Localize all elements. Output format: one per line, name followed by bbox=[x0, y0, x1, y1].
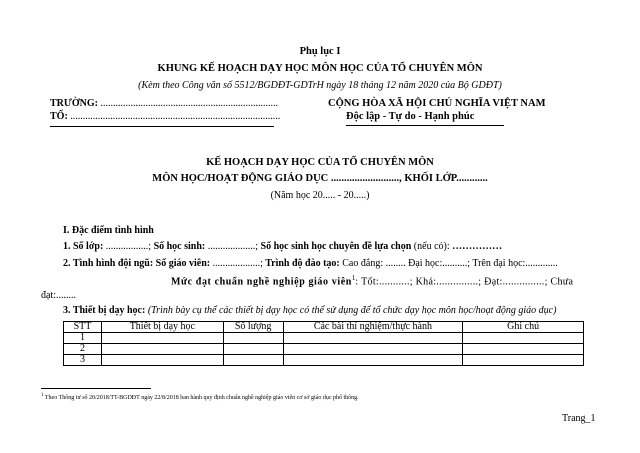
group-line bbox=[50, 111, 280, 122]
page-number: Trang_1 bbox=[562, 413, 596, 424]
standard-value: : Tốt:...........; Khá:...............; Đạt:...............; Chưa bbox=[355, 276, 574, 288]
staff-line bbox=[63, 258, 558, 269]
school-year: (Năm học 20..... - 20.....) bbox=[270, 190, 370, 201]
column-header-stt: STT bbox=[64, 322, 102, 333]
column-header-quantity: Số lượng bbox=[223, 322, 283, 333]
teachers-value: ...................; bbox=[210, 258, 263, 269]
footnote-text: Theo Thông tư số 20/2018/TT-BGDĐT ngày 22/8/2018 ban hành quy định chuẩn nghề nghiệp giáo viên cơ sở giáo dục phổ thông. bbox=[43, 395, 359, 401]
training-value: Cao đẳng: ........ Đại học:..........; Trên đại học:............. bbox=[339, 258, 558, 269]
row-number: 2 bbox=[64, 344, 102, 355]
row-number: 3 bbox=[64, 355, 102, 366]
students-label: Số học sinh: bbox=[151, 241, 206, 252]
training-label: Trình độ đào tạo: bbox=[262, 258, 340, 269]
notes-cell bbox=[463, 333, 584, 344]
school-label: TRƯỜNG: bbox=[50, 98, 98, 109]
classes-value: .................; bbox=[103, 241, 152, 252]
experiments-cell bbox=[283, 333, 463, 344]
footnote-marker: 1 bbox=[41, 393, 44, 398]
special-label: Số học sinh học chuyên đề lựa chọn bbox=[258, 241, 412, 252]
footnote bbox=[41, 393, 359, 401]
plan-title: KẾ HOẠCH DẠY HỌC CỦA TỔ CHUYÊN MÔN bbox=[206, 157, 434, 168]
table-row bbox=[64, 355, 584, 366]
reference-note: (Kèm theo Công văn số 5512/BGDĐT-GDTrH ngày 18 tháng 12 năm 2020 của Bộ GDĐT) bbox=[138, 80, 502, 91]
quantity-cell bbox=[223, 333, 283, 344]
standard-label: Mức đạt chuẩn nghề nghiệp giáo viên bbox=[171, 276, 352, 288]
experiments-cell bbox=[283, 355, 463, 366]
quantity-cell bbox=[223, 344, 283, 355]
standard-line bbox=[171, 274, 573, 287]
footnote-ref: 1 bbox=[351, 274, 356, 282]
experiments-cell bbox=[283, 344, 463, 355]
equipment-cell bbox=[101, 355, 223, 366]
quantity-cell bbox=[223, 355, 283, 366]
motto: Độc lập - Tự do - Hạnh phúc bbox=[346, 111, 475, 122]
equipment-cell bbox=[101, 333, 223, 344]
column-header-experiments: Các bài thí nghiệm/thực hành bbox=[283, 322, 463, 333]
column-header-notes: Ghi chú bbox=[463, 322, 584, 333]
standard-continued: đạt:........ bbox=[41, 290, 76, 301]
table-header-row bbox=[64, 322, 584, 333]
left-underline bbox=[50, 126, 274, 127]
notes-cell bbox=[463, 344, 584, 355]
table-row bbox=[64, 333, 584, 344]
staff-label: 2. Tình hình đội ngũ: bbox=[63, 258, 154, 269]
school-line bbox=[50, 98, 278, 109]
row-number: 1 bbox=[64, 333, 102, 344]
motto-underline bbox=[346, 125, 504, 126]
footnote-separator bbox=[41, 388, 151, 389]
school-dots: ....................................................................... bbox=[97, 98, 278, 109]
equipment-table bbox=[63, 321, 584, 366]
section-heading: I. Đặc điểm tình hình bbox=[63, 225, 154, 236]
group-label: TỔ: bbox=[50, 111, 68, 122]
column-header-equipment: Thiết bị dạy học bbox=[101, 322, 223, 333]
nation-title: CỘNG HÒA XÃ HỘI CHỦ NGHĨA VIỆT NAM bbox=[328, 98, 546, 109]
classes-label: 1. Số lớp: bbox=[63, 241, 104, 252]
equipment-label: 3. Thiết bị dạy học: bbox=[63, 305, 146, 316]
classes-line bbox=[63, 241, 502, 252]
table-row bbox=[64, 344, 584, 355]
equipment-cell bbox=[101, 344, 223, 355]
subject-line: MÔN HỌC/HOẠT ĐỘNG GIÁO DỤC .........................., KHỐI LỚP............ bbox=[152, 173, 488, 184]
notes-cell bbox=[463, 355, 584, 366]
group-dots: .................................................................................... bbox=[67, 111, 281, 122]
special-note: (nếu có): bbox=[411, 241, 450, 252]
teachers-label: Số giáo viên: bbox=[153, 258, 211, 269]
appendix-label: Phụ lục I bbox=[299, 46, 341, 57]
equipment-line bbox=[63, 305, 556, 316]
students-value: ...................; bbox=[205, 241, 259, 252]
special-value: …………… bbox=[449, 241, 503, 252]
equipment-note: (Trình bày cụ thể các thiết bị dạy học có thể sử dụng để tổ chức dạy học môn học/hoạt động giáo dục) bbox=[145, 305, 557, 316]
framework-title: KHUNG KẾ HOẠCH DẠY HỌC MÔN HỌC CỦA TỔ CHUYÊN MÔN bbox=[157, 63, 483, 74]
